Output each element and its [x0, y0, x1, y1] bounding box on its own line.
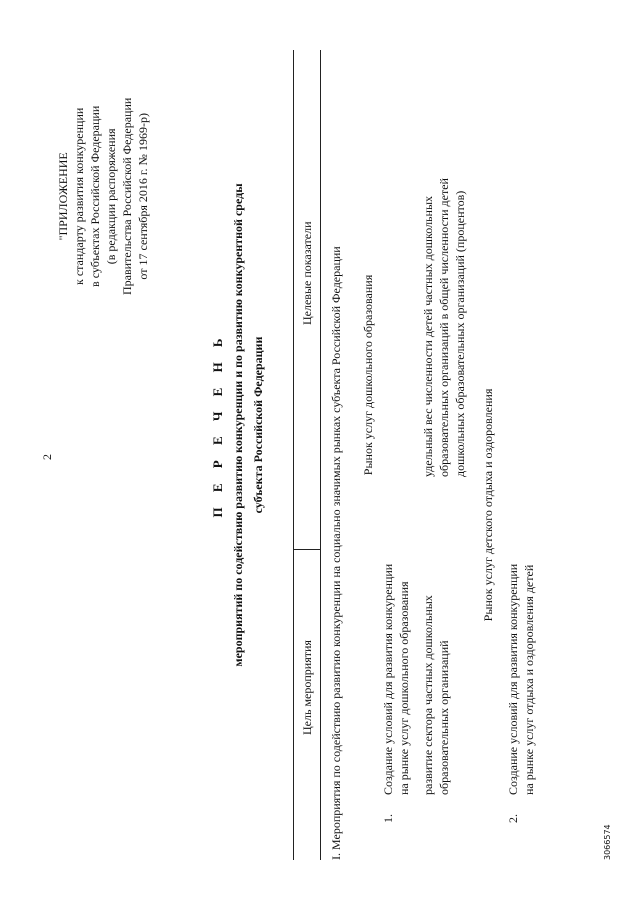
appendix-line: в субъектах Российской Федерации	[88, 105, 102, 287]
table-top-border	[293, 50, 294, 860]
appendix-line: (в редакции распоряжения	[104, 128, 118, 265]
column-header-goal: Цель мероприятия	[300, 640, 314, 735]
table-header-border	[320, 50, 321, 860]
row-goal: развитие сектора частных дошкольных образовательных организаций	[421, 595, 451, 795]
row-number: 1.	[381, 814, 395, 823]
row-goal: Создание условий для развития конкуренции на рынке услуг отдыха и оздоровления детей	[506, 563, 536, 795]
title-main: П Е Р Е Ч Е Н Ь	[210, 332, 225, 518]
row-goal: Создание условий для развития конкуренции на рынке услуг дошкольного образования	[381, 563, 411, 795]
market-heading: Рынок услуг дошкольного образования	[361, 274, 375, 476]
document-code: 3066574	[603, 824, 612, 860]
title-line-2: субъекта Российской Федерации	[251, 336, 265, 514]
table-column-divider	[293, 549, 321, 550]
appendix-line: к стандарту развития конкуренции	[72, 107, 86, 285]
column-header-indicators: Целевые показатели	[300, 221, 314, 325]
row-number: 2.	[506, 814, 520, 823]
row-indicator: удельный вес численности детей частных дошкольных образовательных организаций в общей численности детей дошкольных образовательных организаций (процентов)	[421, 178, 467, 477]
appendix-block	[55, 98, 151, 295]
appendix-line: Правительства Российской Федерации	[120, 97, 134, 295]
title-line-1: мероприятий по содействию развитию конкуренции и по развитию конкурентной среды	[231, 183, 245, 667]
appendix-line: от 17 сентября 2016 г. № 1969-р)	[136, 113, 150, 280]
document-title	[210, 145, 266, 705]
market-heading: Рынок услуг детского отдыха и оздоровления	[481, 388, 495, 622]
appendix-line: "ПРИЛОЖЕНИЕ	[56, 152, 70, 241]
section-heading: I. Мероприятия по содействию развитию конкуренции на социально значимых рынках субъекта Российской Федерации	[329, 246, 343, 860]
page-number: 2	[40, 454, 54, 460]
